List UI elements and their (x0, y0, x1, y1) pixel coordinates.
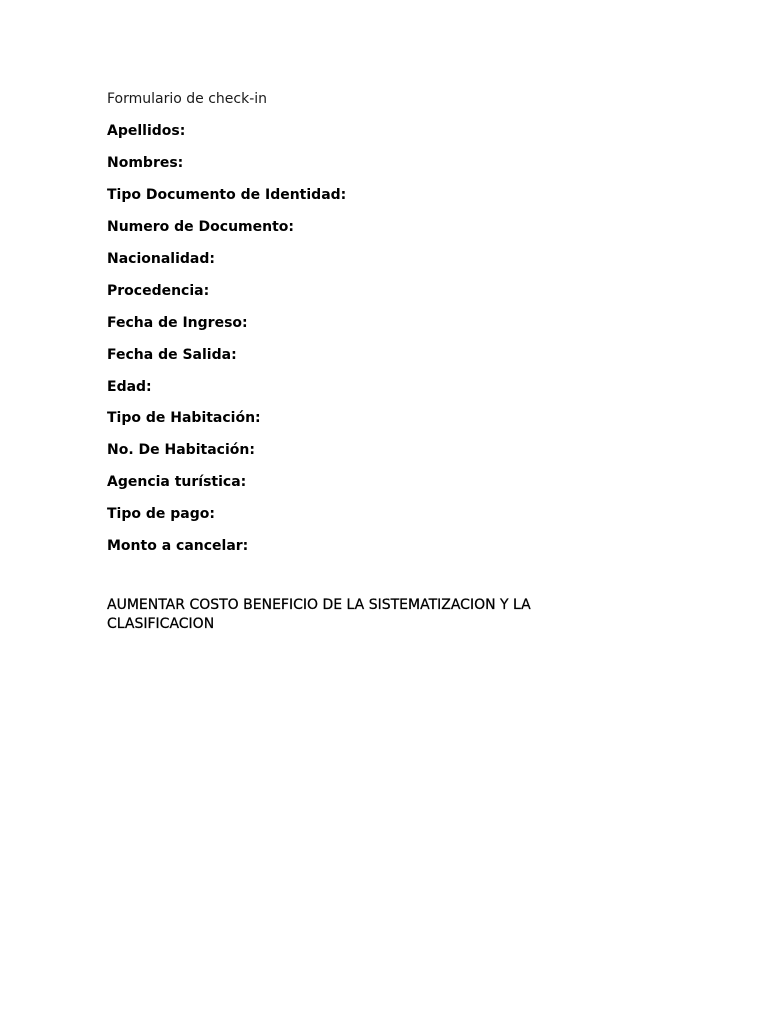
closing-note: AUMENTAR COSTO BENEFICIO DE LA SISTEMATIZACION Y LA CLASIFICACION (107, 597, 531, 633)
field-label-fecha-salida: Fecha de Salida: (107, 346, 237, 363)
checkin-field-list (107, 121, 667, 556)
field-label-procedencia: Procedencia: (107, 282, 210, 299)
field-label-nacionalidad: Nacionalidad: (107, 250, 215, 267)
field-label-numero-habitacion: No. De Habitación: (107, 442, 255, 459)
field-label-fecha-ingreso: Fecha de Ingreso: (107, 314, 248, 331)
field-label-tipo-pago: Tipo de pago: (107, 506, 215, 523)
field-label-apellidos: Apellidos: (107, 123, 186, 139)
field-label-agencia-turistica: Agencia turística: (107, 474, 247, 491)
document-page (107, 89, 667, 648)
document-title: Formulario de check-in (107, 91, 268, 107)
field-label-tipo-habitacion: Tipo de Habitación: (107, 410, 261, 427)
field-label-tipo-documento: Tipo Documento de Identidad: (107, 186, 347, 203)
field-label-monto-cancelar: Monto a cancelar: (107, 538, 249, 555)
field-label-edad: Edad: (107, 378, 152, 395)
field-label-numero-documento: Numero de Documento: (107, 218, 295, 235)
field-label-nombres: Nombres: (107, 154, 184, 171)
